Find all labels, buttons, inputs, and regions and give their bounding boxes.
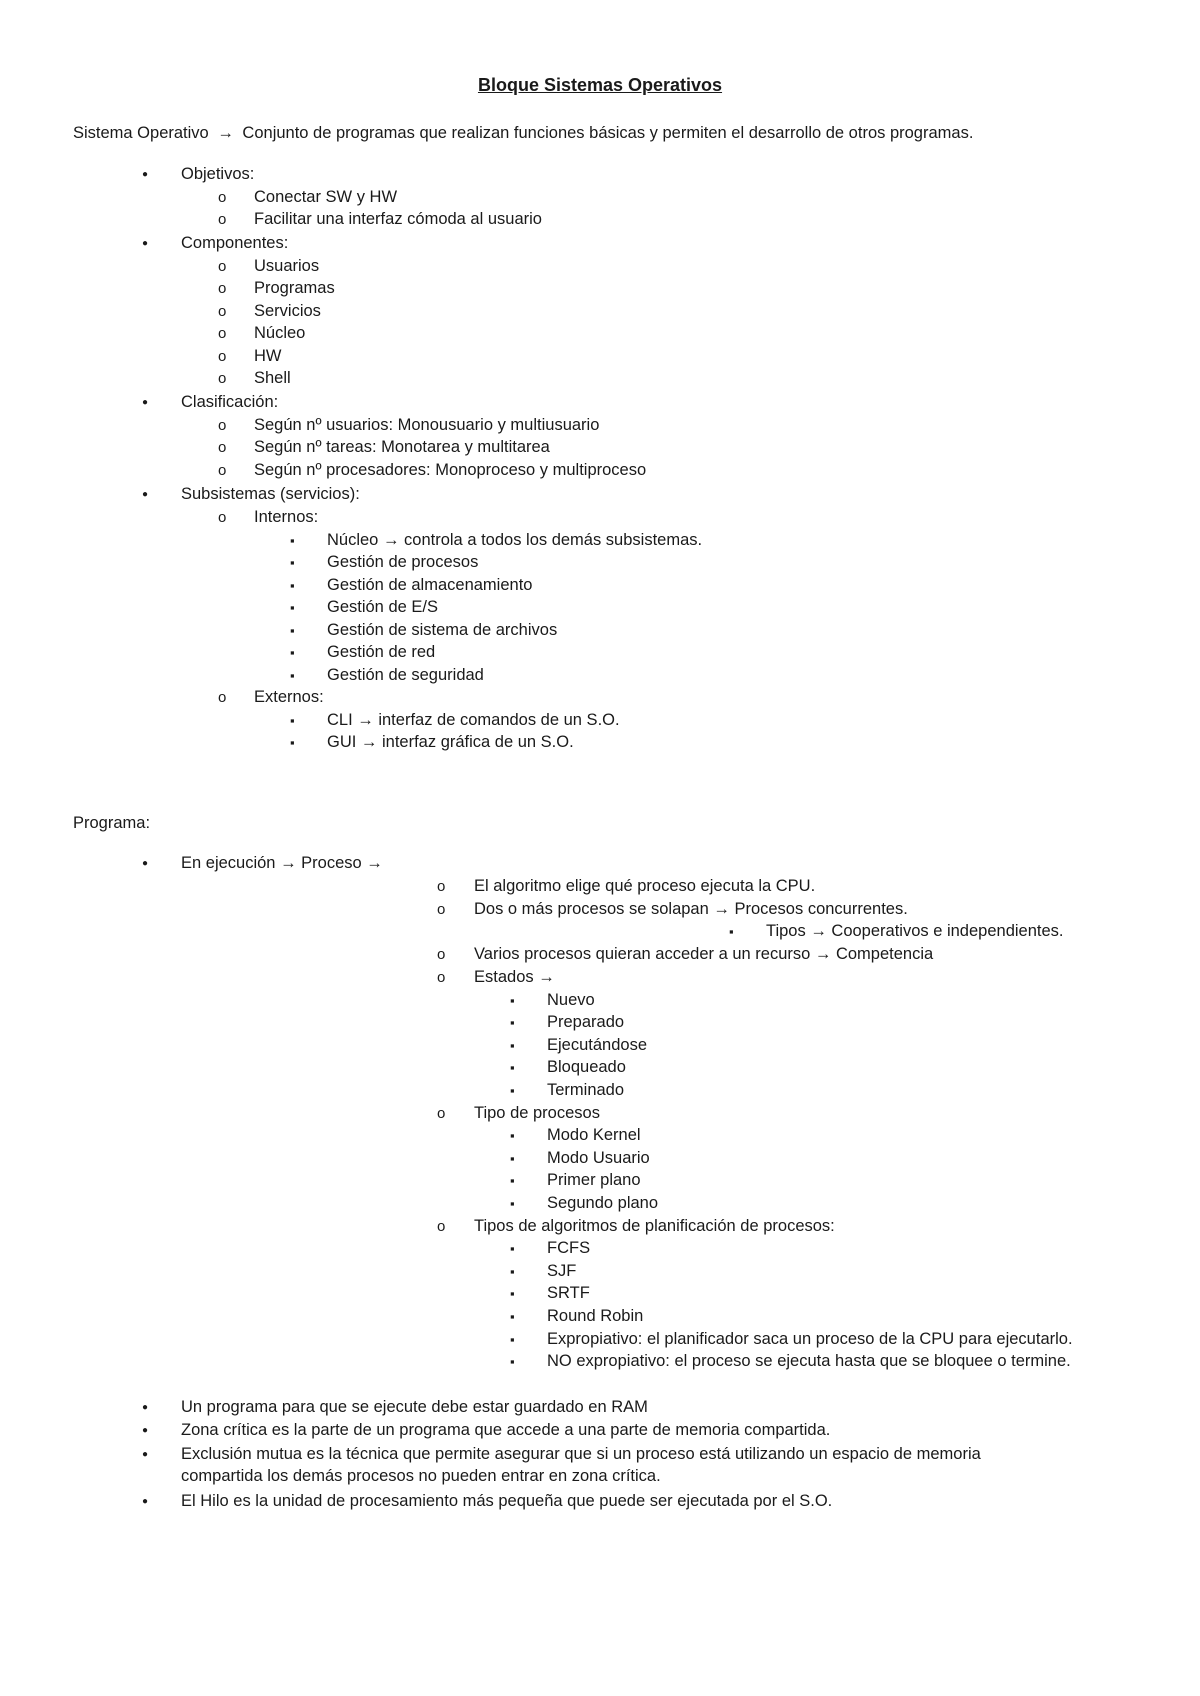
square-bullet-icon	[510, 1260, 515, 1283]
list-item: NO expropiativo: el proceso se ejecuta hasta que se bloquee o termine.	[547, 1352, 1071, 1370]
bullet-icon	[142, 1490, 148, 1515]
list-item: CLI → interfaz de comandos de un S.O.	[327, 711, 620, 729]
intro-term: Sistema Operativo	[73, 124, 209, 142]
square-bullet-icon	[510, 1079, 515, 1102]
square-bullet-icon	[510, 1056, 515, 1079]
list-item: Ejecutándose	[547, 1036, 647, 1054]
list-item: HW	[254, 347, 282, 365]
list-item: Conectar SW y HW	[254, 188, 398, 206]
list-item: Shell	[254, 369, 291, 387]
list-item: Nuevo	[547, 991, 595, 1009]
square-bullet-icon	[290, 731, 295, 754]
list-item: SJF	[547, 1262, 577, 1280]
circle-bullet-icon	[437, 943, 445, 966]
list-item: Primer plano	[547, 1171, 641, 1189]
list-item: GUI → interfaz gráfica de un S.O.	[327, 733, 574, 751]
bullet-icon	[142, 483, 148, 508]
square-bullet-icon	[510, 1034, 515, 1057]
square-bullet-icon	[290, 529, 295, 552]
bullet-icon	[142, 1443, 148, 1468]
circle-bullet-icon	[437, 966, 445, 989]
square-bullet-icon	[510, 1124, 515, 1147]
list-item: Modo Kernel	[547, 1126, 641, 1144]
list-item: Según nº procesadores: Monoproceso y multiproceso	[254, 461, 647, 479]
list-item: Segundo plano	[547, 1194, 659, 1212]
list-item: Gestión de red	[327, 643, 436, 661]
objetivos-label: Objetivos:	[181, 165, 255, 183]
ejecucion-line: En ejecución → Proceso →	[181, 854, 383, 872]
arrow-icon: →	[217, 124, 234, 142]
estados-label: Estados →	[474, 968, 555, 986]
circle-bullet-icon	[218, 186, 226, 209]
bullet-icon	[142, 391, 148, 416]
algoritmos-label: Tipos de algoritmos de planificación de procesos:	[474, 1217, 835, 1235]
list-item: Bloqueado	[547, 1058, 626, 1076]
circle-bullet-icon	[218, 686, 226, 709]
bullet-icon	[142, 163, 148, 188]
list-item: Varios procesos quieran acceder a un recurso → Competencia	[474, 945, 934, 963]
square-bullet-icon	[510, 1350, 515, 1373]
square-bullet-icon	[290, 619, 295, 642]
square-bullet-icon	[290, 551, 295, 574]
square-bullet-icon	[510, 1237, 515, 1260]
intro-line	[73, 122, 973, 144]
list-item: SRTF	[547, 1284, 590, 1302]
tipos-label: Tipo de procesos	[474, 1104, 600, 1122]
bullet-icon	[142, 1419, 148, 1444]
list-item: Gestión de sistema de archivos	[327, 621, 558, 639]
list-item: Usuarios	[254, 257, 320, 275]
list-item: Round Robin	[547, 1307, 644, 1325]
list-item: Dos o más procesos se solapan → Procesos concurrentes.	[474, 900, 908, 918]
circle-bullet-icon	[218, 322, 226, 345]
square-bullet-icon	[290, 641, 295, 664]
list-item: Facilitar una interfaz cómoda al usuario	[254, 210, 542, 228]
list-item: Según nº usuarios: Monousuario y multiusuario	[254, 416, 600, 434]
circle-bullet-icon	[218, 300, 226, 323]
list-item: Gestión de seguridad	[327, 666, 484, 684]
circle-bullet-icon	[437, 898, 445, 921]
list-item: Exclusión mutua es la técnica que permite asegurar que si un proceso está utilizando un espacio de memoria	[181, 1445, 981, 1463]
circle-bullet-icon	[218, 506, 226, 529]
list-item: Zona crítica es la parte de un programa que accede a una parte de memoria compartida.	[181, 1421, 831, 1439]
document-title: Bloque Sistemas Operativos	[477, 75, 723, 95]
square-bullet-icon	[290, 664, 295, 687]
circle-bullet-icon	[218, 436, 226, 459]
list-item: FCFS	[547, 1239, 591, 1257]
list-item: Núcleo	[254, 324, 306, 342]
square-bullet-icon	[510, 1147, 515, 1170]
bullet-icon	[142, 232, 148, 257]
componentes-label: Componentes:	[181, 234, 289, 252]
list-item: El algoritmo elige qué proceso ejecuta la CPU.	[474, 877, 816, 895]
programa-label: Programa:	[73, 814, 151, 832]
square-bullet-icon	[510, 1169, 515, 1192]
list-item: El Hilo es la unidad de procesamiento más pequeña que puede ser ejecutada por el S.O.	[181, 1492, 833, 1510]
circle-bullet-icon	[218, 459, 226, 482]
square-bullet-icon	[290, 596, 295, 619]
square-bullet-icon	[510, 1192, 515, 1215]
list-item: Servicios	[254, 302, 321, 320]
square-bullet-icon	[290, 709, 295, 732]
list-item: Preparado	[547, 1013, 625, 1031]
internos-label: Internos:	[254, 508, 319, 526]
circle-bullet-icon	[437, 1215, 445, 1238]
circle-bullet-icon	[437, 1102, 445, 1125]
circle-bullet-icon	[218, 208, 226, 231]
circle-bullet-icon	[218, 277, 226, 300]
list-item: Gestión de procesos	[327, 553, 479, 571]
list-item: Según nº tareas: Monotarea y multitarea	[254, 438, 550, 456]
circle-bullet-icon	[218, 345, 226, 368]
list-item: Gestión de almacenamiento	[327, 576, 533, 594]
clasificacion-label: Clasificación:	[181, 393, 279, 411]
square-bullet-icon	[510, 1328, 515, 1351]
list-item-continuation: compartida los demás procesos no pueden entrar en zona crítica.	[181, 1467, 661, 1485]
circle-bullet-icon	[218, 255, 226, 278]
circle-bullet-icon	[437, 875, 445, 898]
circle-bullet-icon	[218, 414, 226, 437]
externos-label: Externos:	[254, 688, 324, 706]
list-item: Modo Usuario	[547, 1149, 650, 1167]
list-item: Programas	[254, 279, 335, 297]
square-bullet-icon	[729, 920, 734, 943]
square-bullet-icon	[510, 1305, 515, 1328]
bullet-icon	[142, 852, 148, 877]
subsistemas-label: Subsistemas (servicios):	[181, 485, 360, 503]
list-item: Núcleo → controla a todos los demás subsistemas.	[327, 531, 703, 549]
square-bullet-icon	[510, 1282, 515, 1305]
list-item: Tipos → Cooperativos e independientes.	[766, 922, 1064, 940]
square-bullet-icon	[510, 989, 515, 1012]
list-item: Un programa para que se ejecute debe estar guardado en RAM	[181, 1398, 648, 1416]
square-bullet-icon	[290, 574, 295, 597]
square-bullet-icon	[510, 1011, 515, 1034]
bullet-icon	[142, 1396, 148, 1421]
intro-definition: Conjunto de programas que realizan funciones básicas y permiten el desarrollo de otros programas.	[242, 124, 974, 142]
list-item: Terminado	[547, 1081, 625, 1099]
list-item: Gestión de E/S	[327, 598, 438, 616]
circle-bullet-icon	[218, 367, 226, 390]
list-item: Expropiativo: el planificador saca un proceso de la CPU para ejecutarlo.	[547, 1330, 1073, 1348]
